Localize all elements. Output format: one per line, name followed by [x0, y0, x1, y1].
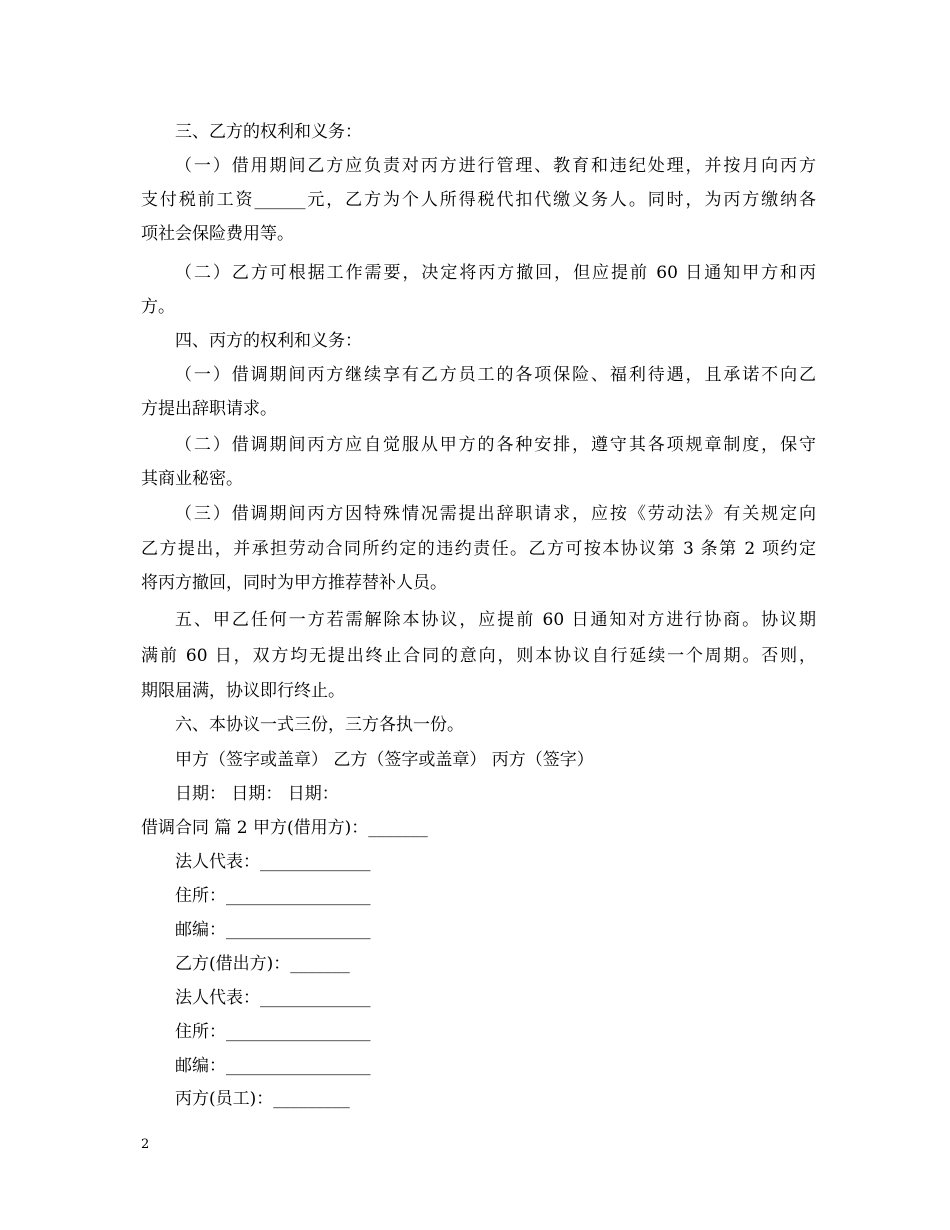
clause-4-2-line-1: （二）借调期间丙方应自觉服从甲方的各种安排，遵守其各项规章制度，保守 — [175, 435, 816, 455]
party-a-address: 住所：_________________ — [175, 886, 371, 906]
clause-4-3-line-1: （三）借调期间丙方因特殊情况需提出辞职请求，应按《劳动法》有关规定向 — [175, 504, 816, 524]
clause-3-1-line-3: 项社会保险费用等。 — [141, 224, 294, 244]
clause-3-2-line-1: （二）乙方可根据工作需要，决定将丙方撤回，但应提前 60 日通知甲方和丙 — [175, 263, 816, 283]
party-b-postcode: 邮编：_________________ — [175, 1056, 371, 1076]
party-a-postcode: 邮编：_________________ — [175, 920, 371, 940]
signature-line: 甲方（签字或盖章） 乙方（签字或盖章） 丙方（签字） — [175, 750, 594, 770]
section-5-line-2: 满前 60 日，双方均无提出终止合同的意向，则本协议自行延续一个周期。否则， — [141, 646, 816, 666]
section-5-line-3: 期限届满，协议即行终止。 — [141, 681, 345, 701]
clause-4-3-line-2: 乙方提出，并承担劳动合同所约定的违约责任。乙方可按本协议第 3 条第 2 项约定 — [141, 539, 816, 559]
section-4-heading: 四、丙方的权利和义务： — [175, 331, 362, 351]
party-b-address: 住所：_________________ — [175, 1022, 371, 1042]
party-c-line: 丙方(员工)：_________ — [175, 1089, 350, 1109]
clause-4-1-line-2: 方提出辞职请求。 — [141, 399, 277, 419]
contract-2-title-line: 借调合同 篇 2 甲方(借用方)：_______ — [141, 818, 428, 838]
party-a-legal-representative: 法人代表：_____________ — [175, 852, 371, 872]
clause-4-2-line-2: 其商业秘密。 — [141, 469, 243, 489]
party-b-legal-representative: 法人代表：_____________ — [175, 988, 371, 1008]
clause-4-3-line-3: 将丙方撤回，同时为甲方推荐替补人员。 — [141, 573, 447, 593]
section-6-line: 六、本协议一式三份，三方各执一份。 — [175, 715, 464, 735]
section-5-line-1: 五、甲乙任何一方若需解除本协议，应提前 60 日通知对方进行协商。协议期 — [175, 610, 816, 630]
party-b-line: 乙方(借出方)：_______ — [175, 954, 350, 974]
clause-3-2-line-2: 方。 — [141, 297, 175, 317]
clause-3-1-line-2: 支付税前工资______元，乙方为个人所得税代扣代缴义务人。同时，为丙方缴纳各 — [141, 190, 816, 210]
clause-4-1-line-1: （一）借调期间丙方继续享有乙方员工的各项保险、福利待遇，且承诺不向乙 — [175, 365, 816, 385]
page-number: 2 — [141, 1137, 150, 1152]
clause-3-1-line-1: （一）借用期间乙方应负责对丙方进行管理、教育和违纪处理，并按月向丙方 — [175, 156, 816, 176]
section-3-heading: 三、乙方的权利和义务： — [175, 122, 362, 142]
date-line: 日期： 日期： 日期： — [175, 784, 339, 804]
